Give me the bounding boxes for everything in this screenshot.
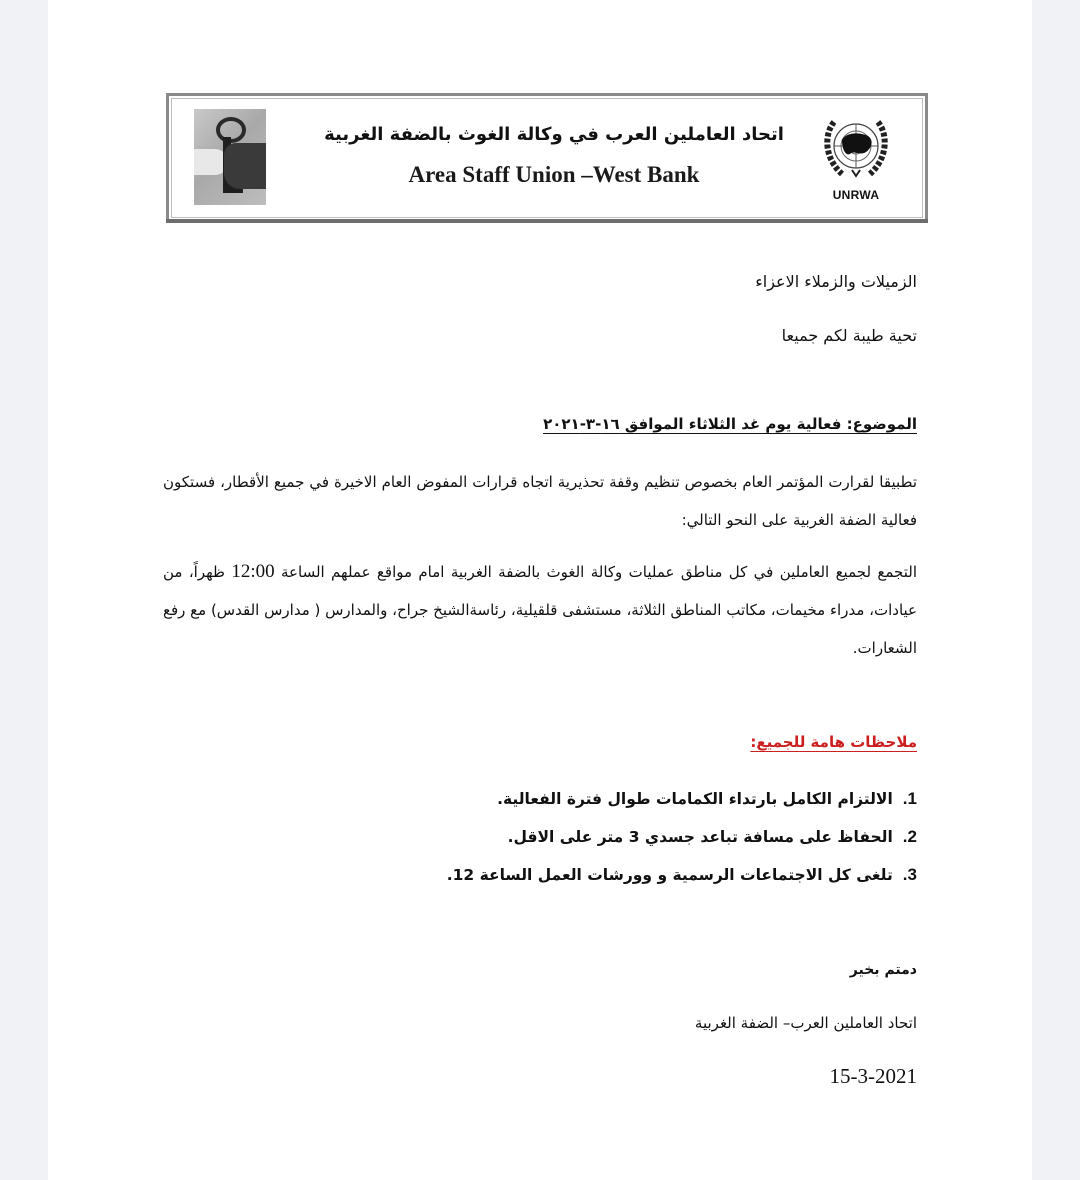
unrwa-logo bbox=[811, 110, 901, 210]
document-page bbox=[48, 0, 1032, 1180]
note-item bbox=[447, 856, 917, 894]
key-handover-photo-icon bbox=[194, 109, 266, 205]
note-item bbox=[447, 818, 917, 856]
gathering-text-end: ظهراً، من عيادات، مدراء مخيمات، مكاتب المناطق الثلاثة، مستشفى قلقيلية، رئاسةالشيخ جراح، والمدارس ( مدارس القدس) مع رفع الشعارات. bbox=[163, 563, 917, 657]
unrwa-label: UNRWA bbox=[832, 188, 880, 202]
note-number: 2. bbox=[902, 827, 917, 846]
gathering-text-start: التجمع لجميع العاملين في كل مناطق عمليات وكالة الغوث بالضفة الغربية امام مواقع عملهم الساعة bbox=[281, 563, 917, 581]
greeting-line-1: الزميلات والزملاء الاعزاء bbox=[755, 272, 917, 291]
letterhead-english-title: Area Staff Union –West Bank bbox=[408, 162, 700, 187]
subject-line: الموضوع: فعالية يوم غد الثلاثاء الموافق ١٦-٣-٢٠٢١ bbox=[543, 415, 917, 433]
note-number: 1. bbox=[902, 789, 917, 808]
note-text: تلغى كل الاجتماعات الرسمية و وورشات العمل الساعة 12. bbox=[446, 866, 893, 884]
key-ring-shape bbox=[216, 117, 246, 143]
letterhead-arabic-title: اتحاد العاملين العرب في وكالة الغوث بالضفة الغربية bbox=[324, 124, 784, 145]
greeting-line-2: تحية طيبة لكم جميعا bbox=[781, 326, 917, 345]
note-item bbox=[447, 780, 917, 818]
signoff: دمتم بخير bbox=[849, 962, 917, 978]
gathering-time: 12:00 bbox=[231, 561, 275, 582]
note-text: الالتزام الكامل بارتداء الكمامات طوال فترة الفعالية. bbox=[497, 790, 893, 808]
note-number: 3. bbox=[902, 865, 917, 884]
notes-list bbox=[447, 780, 917, 894]
un-emblem-icon bbox=[820, 110, 892, 184]
dark-hand-shape bbox=[224, 143, 266, 189]
letterhead bbox=[166, 93, 928, 223]
document-date: 15-3-2021 bbox=[829, 1064, 917, 1088]
notes-heading: ملاحظات هامة للجميع: bbox=[750, 733, 917, 751]
signature: اتحاد العاملين العرب– الضفة الغربية bbox=[694, 1014, 917, 1032]
intro-paragraph: تطبيقا لقرارت المؤتمر العام بخصوص تنظيم وقفة تحذيرية اتجاه قرارات المفوض العام الاخيرة في جميع الأقطار، فستكون فعالية الضفة الغربية على النحو التالي: bbox=[163, 473, 917, 529]
note-text: الحفاظ على مسافة تباعد جسدي 3 متر على الاقل. bbox=[507, 828, 893, 846]
gathering-paragraph bbox=[163, 553, 917, 667]
